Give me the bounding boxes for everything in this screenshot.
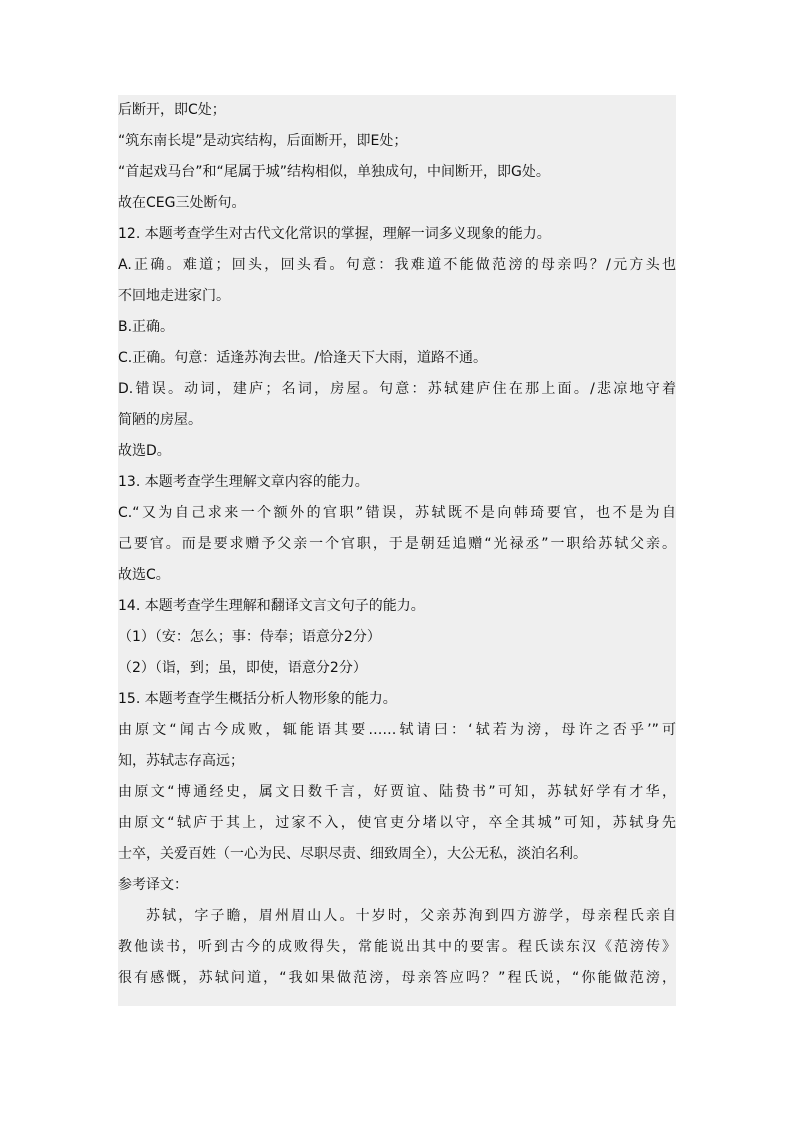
text-line: D.错误。动词，建庐；名词，房屋。句意：苏轼建庐住在那上面。/悲凉地守着 [118,381,676,397]
text-line: 由原文“闻古今成败，辄能语其要……轼请曰：‘轼若为滂，母许之否乎’”可 [118,722,676,738]
text-line: 己要官。而是要求赠予父亲一个官职，于是朝廷追赠“光禄丞”一职给苏轼父亲。 [118,536,676,552]
question-heading: 12. 本题考查学生对古代文化常识的掌握，理解一词多义现象的能力。 [118,226,551,242]
text-line: B.正确。 [118,319,175,335]
text-line: 士卒，关爱百姓（一心为民、尽职尽责、细致周全），大公无私，淡泊名利。 [118,846,587,862]
text-line: 由原文“轼庐于其上，过家不入，使官吏分堵以守，卒全其城”可知，苏轼身先 [118,815,676,831]
translation-line: 教他读书，听到古今的成败得失，常能说出其中的要害。程氏读东汉《范滂传》 [118,939,676,955]
text-line: （2）（诣，到；虽，即使，语意分2分） [118,660,367,676]
text-line: 故选D。 [118,443,171,459]
question-heading: 13. 本题考查学生理解文章内容的能力。 [118,474,369,490]
text-line: （1）（安：怎么；事：侍奉；语意分2分） [118,629,381,645]
text-line: C.“又为自己求来一个额外的官职”错误，苏轼既不是向韩琦要官，也不是为自 [118,505,676,521]
text-line: A.正确。难道；回头，回头看。句意：我难道不能做范滂的母亲吗？/元方头也 [118,257,676,273]
translation-line: 很有感慨，苏轼问道，“我如果做范滂，母亲答应吗？”程氏说，“你能做范滂， [118,970,676,986]
question-heading: 15. 本题考查学生概括分析人物形象的能力。 [118,691,397,707]
text-line: 由原文“博通经史，属文日数千言，好贾谊、陆贽书”可知，苏轼好学有才华， [118,784,676,800]
document-page [118,95,676,1006]
text-line: 故在CEG三处断句。 [118,195,246,211]
section-label: 参考译文： [118,877,188,893]
text-line: “筑东南长堤”是动宾结构，后面断开，即E处； [118,133,408,149]
text-line: 不回地走进家门。 [118,288,230,304]
text-line: “首起戏马台”和“尾属于城”结构相似，单独成句，中间断开，即G处。 [118,164,550,180]
question-heading: 14. 本题考查学生理解和翻译文言文句子的能力。 [118,598,425,614]
text-line: 后断开，即C处； [118,102,226,118]
text-line: 简陋的房屋。 [118,412,202,428]
translation-line: 苏轼，字子瞻，眉州眉山人。十岁时，父亲苏洵到四方游学，母亲程氏亲自 [146,908,676,924]
text-line: 故选C。 [118,567,170,583]
text-line: 知，苏轼志存高远； [118,753,244,769]
text-line: C.正确。句意：适逢苏洵去世。/恰逢天下大雨，道路不通。 [118,350,487,366]
